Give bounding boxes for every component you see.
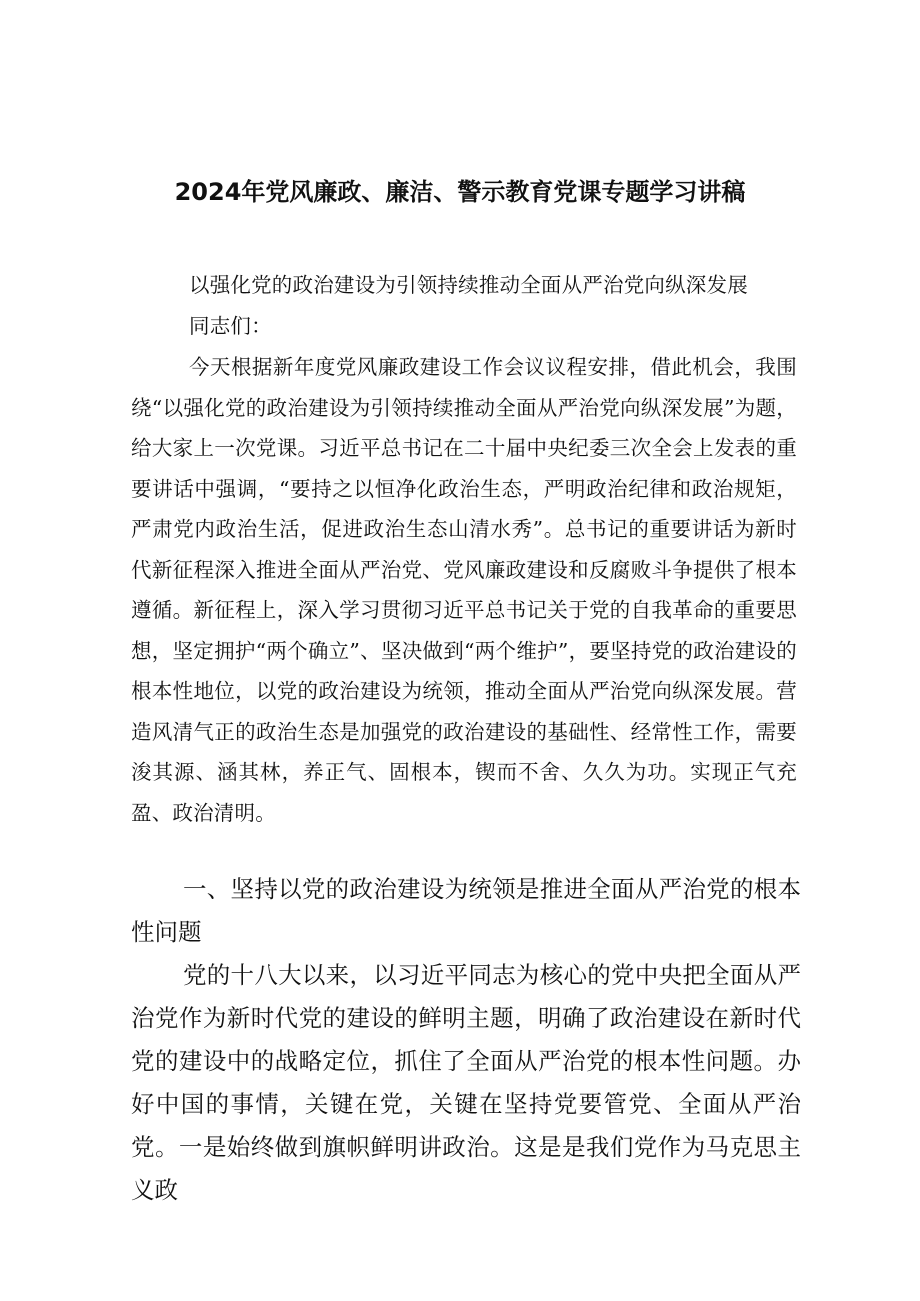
document-title: 2024年党风廉政、廉洁、警示教育党课专题学习讲稿 (174, 178, 746, 206)
section-1-heading: 一、坚持以党的政治建设为统领是推进全面从严治党的根本性问题 (131, 875, 801, 946)
section-1-paragraph: 党的十八大以来，以习近平同志为核心的党中央把全面从严治党作为新时代党的建设的鲜明主题，明确了政治建设在新时代党的建设中的战略定位，抓住了全面从严治党的根本性问题。办好中国的事情，关键在党，关键在坚持党要管党、全面从严治党。一是始终做到旗帜鲜明讲政治。这是是我们党作为马克思主义政 (131, 961, 801, 1204)
intro-paragraph: 今天根据新年度党风廉政建设工作会议议程安排，借此机会，我围绕“以强化党的政治建设为引领持续推动全面从严治党向纵深发展”为题，给大家上一次党课。习近平总书记在二十届中央纪委三次全会上发表的重要讲话中强调，“要持之以恒净化政治生态，严明政治纪律和政治规矩，严肃党内政治生活，促进政治生态山清水秀”。总书记的重要讲话为新时代新征程深入推进全面从严治党、党风廉政建设和反腐败斗争提供了根本遵循。新征程上，深入学习贯彻习近平总书记关于党的自我革命的重要思想，坚定拥护“两个确立”、坚决做到“两个维护”，要坚持党的政治建设的根本性地位，以党的政治建设为统领，推动全面从严治党向纵深发展。营造风清气正的政治生态是加强党的政治建设的基础性、经常性工作，需要浚其源、涵其林，养正气、固根本，锲而不舍、久久为功。实现正气充盈、政治清明。 (131, 355, 797, 825)
speech-subtitle: 以强化党的政治建设为引领持续推动全面从严治党向纵深发展 (189, 273, 748, 297)
greeting: 同志们： (189, 314, 272, 338)
